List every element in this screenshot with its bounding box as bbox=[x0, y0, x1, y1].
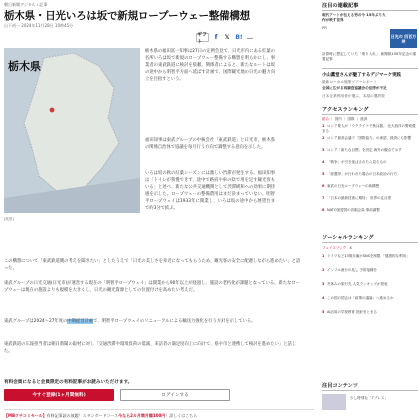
article-paragraph: いろは坂の秋の紅葉シーズンには激しい渋滞が発生する。福田知事は「トイレが我慢できず、途中で路肩や車の陰で用を足す観光客もいる」と述べ、新たな公共交通機関として渋滞緩和への効果に期待感を示した。ロープウェーの整備費用はまだ決まっていない。明智平ロープウェイは1933年に開業し、いろは坂の途中から展望台まで約3分で結ぶ。 bbox=[145, 171, 275, 212]
featured-series-link[interactable]: 現代アートが伝える男の今 15年ぶり大作が映す世界 bbox=[322, 13, 386, 23]
article-paragraph: 東武グループは2024〜27年度の中期経営計画で、明智平ロープウェイのリニューアルによる輸送力強化を行う方針を示している。 bbox=[4, 319, 256, 324]
ranking-item[interactable]: 8 NATO加盟国の首脳会談 事前調整 bbox=[322, 208, 380, 212]
special-link[interactable]: 計算時に想定していた「乗り入れ」 新聞紙100年記念の重要記事 bbox=[322, 52, 417, 62]
article-headline: 栃木県・日光いろは坂で新規ロープーウェー整備構想 bbox=[4, 10, 250, 22]
promo-sub: 最新ローカル施策ツアーレポート bbox=[322, 80, 378, 84]
social-ranking-title: ソーシャルランキング bbox=[322, 235, 374, 241]
login-button[interactable]: ログインする bbox=[120, 389, 230, 401]
tab-economy[interactable]: 経済 bbox=[360, 117, 368, 121]
article-paragraph: 東武グループの日光交通(日光市)が運営する現在の「明智平ロープウェイ」は開業から90年以上が経過し、施設の老朽化が課題となっている。新たなロープウェーは現在の施設よりも規模を大きくし、日光の観光資源としての位置付けを高めたい考えだ。 bbox=[4, 281, 300, 294]
article-main bbox=[4, 0, 314, 420]
ranking-item[interactable]: 3 ロシア「新たな目標」を設定 海外の観点で示す bbox=[322, 148, 402, 152]
tab-international[interactable]: 国際 bbox=[347, 117, 355, 121]
x-icon[interactable]: 𝕏 bbox=[224, 34, 230, 41]
sidebar-section-title: 注目の連載記事 bbox=[322, 3, 359, 9]
article-byline: 山下裕一 2024年11月28日 10時45分 bbox=[4, 23, 74, 28]
map-label: 栃木県 bbox=[8, 60, 41, 73]
featured-content-title: 注目コンテンツ bbox=[322, 383, 359, 389]
divider bbox=[322, 68, 418, 69]
highlighted-term[interactable]: 中期経営計画 bbox=[67, 319, 94, 324]
gift-button[interactable]: ギフト bbox=[197, 31, 208, 45]
promo-item[interactable]: 全国に広がる再調査協議会の法律が不足 bbox=[322, 86, 387, 90]
tab-facebook[interactable]: フェイスブック bbox=[322, 246, 347, 250]
ranking-tabs: 総合 ｜ 国内 ｜ 国際 ｜ 経済 bbox=[322, 117, 368, 121]
ad-box[interactable]: 日光の 四百万坪 bbox=[390, 29, 417, 48]
ranking-item[interactable]: 2 ロシア最高会議で「国際協力」の承認、経済にも影響 bbox=[322, 136, 411, 140]
tab-x[interactable]: X bbox=[349, 246, 352, 250]
divider bbox=[322, 10, 418, 11]
promo-banner[interactable]: 【MBクチコミセール】有料記事読み放題！スタンダードコース今なら2カ月間月額100円！詳しくはこちら bbox=[4, 409, 314, 420]
social-item[interactable]: 3 冬休みの旅行先 人気ランキングが発表 bbox=[322, 282, 388, 286]
sidebar bbox=[322, 0, 418, 420]
more-share-icon[interactable]: … bbox=[247, 34, 253, 41]
ranking-item[interactable]: 6 東武の日光ロープウェーの新構想 bbox=[322, 184, 380, 188]
ranking-title: アクセスランキング bbox=[322, 107, 369, 113]
social-item[interactable]: 4 この国の国会は「政策の議論」へ進めるか bbox=[322, 296, 394, 300]
subscribe-button[interactable]: 今すぐ登録(1ヶ月間無料) bbox=[4, 389, 114, 401]
ranking-item[interactable]: 5 「総選挙」が行われた場合の日本政治の行方 bbox=[322, 172, 397, 176]
social-item[interactable]: 2 インフル流行の兆し 予防接種を bbox=[322, 268, 377, 272]
featured-content-link[interactable]: 少し特別な「7ブレス」 bbox=[350, 396, 388, 400]
paywall-message: 有料会員になると会員限定の有料記事がお読みいただけます。 bbox=[4, 380, 133, 385]
divider bbox=[322, 390, 418, 391]
breadcrumb-section[interactable]: 記事 bbox=[39, 2, 48, 7]
article-paragraph: 東武鉄道の広報担当者は朝日新聞の取材に対し「交通渋滞や環境負荷の低減、来訪者の満足度向上に向けて、県や市と連携して検討を進めたい」と話した。 bbox=[4, 342, 297, 355]
social-tabs bbox=[322, 246, 418, 251]
ranking-item[interactable]: 1 ロシア要人が「ウクライナで核兵器」 北大西洋の警戒強まる bbox=[322, 124, 416, 134]
hatena-bookmark-icon[interactable]: B! bbox=[235, 34, 243, 41]
breadcrumb-site[interactable]: 朝日新聞デジタル bbox=[4, 2, 36, 7]
tab-domestic[interactable]: 国内 bbox=[334, 117, 342, 121]
map-caption: [地図] bbox=[4, 217, 14, 221]
promo-title[interactable]: 小山薫堂さんが魅了するデジマーケ実践 bbox=[322, 73, 401, 78]
breadcrumb: 朝日新聞デジタル›記事 bbox=[4, 2, 48, 7]
pr-label: PR bbox=[322, 26, 327, 30]
tab-all[interactable]: 総合 bbox=[322, 117, 329, 121]
social-item[interactable]: 5 AI活用の学校教育 指針まとまる bbox=[322, 310, 378, 314]
promo-small: 日本企業利用者が選ぶ、本屋の選択肢 bbox=[322, 94, 385, 98]
divider bbox=[322, 242, 418, 243]
nikko-marker bbox=[50, 108, 55, 113]
divider bbox=[322, 114, 418, 115]
content-thumbnail[interactable] bbox=[322, 394, 346, 410]
article-paragraph: 福田知事は東武グループの中核会社「東武鉄道」と日光市、栃木県の関係自治体で協議を毎月行う方向で調整する意向を示した。 bbox=[145, 138, 275, 151]
ranking-item[interactable]: 4 「戦争」が引き延ばされたら見るもの bbox=[322, 160, 387, 164]
ranking-item[interactable]: 7 「日本の最新技術に期待」 世界の注目度 bbox=[322, 196, 392, 200]
article-paragraph: この構想について「東武鉄道側の考えを聞きたい」としたうえで「日光の美しさを身近になってもらうため、観光客の安全に配慮しながら進めたい」と語った。 bbox=[4, 259, 301, 272]
article-paragraph: 栃木県の福田富一知事は27日の定例会見で、日光市内にある紅葉の名所いろは坂で新規のロープウェー整備する構想を明らかにし、事業者の東武鉄道に検討を依頼。関係者によると、新たなルートは坂の途中から明智平方面へ延ばす計画で、国際観光地の日光の魅力向上を目指すという。 bbox=[145, 49, 275, 83]
facebook-icon[interactable]: f bbox=[214, 34, 218, 41]
social-item[interactable]: 1 ドイツなど13歳未満がSNSを制限 「健康的な利用」 bbox=[322, 254, 410, 258]
